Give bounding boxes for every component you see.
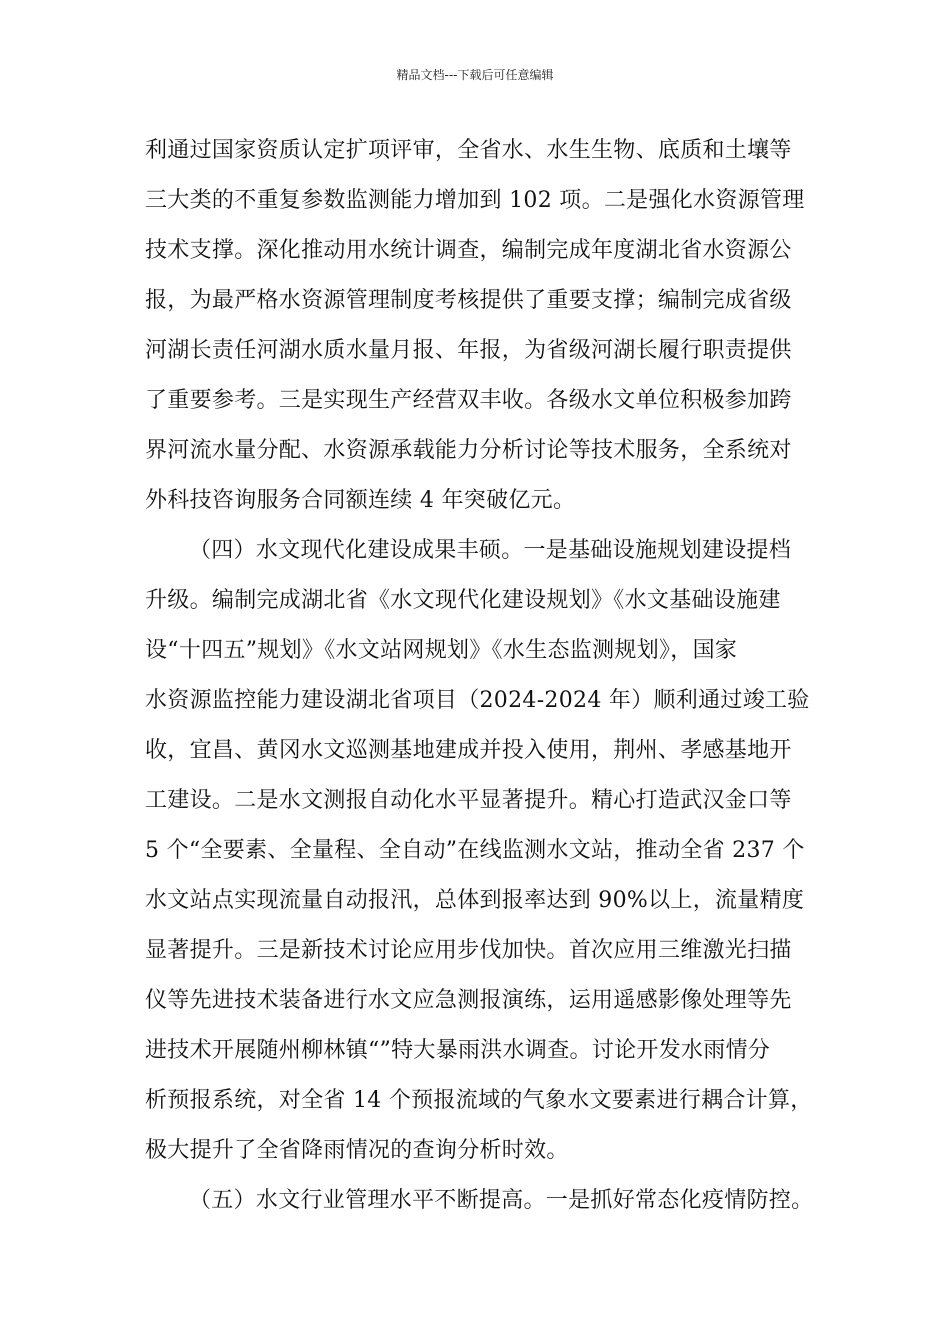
paragraph-1-line: 报，为最严格水资源管理制度考核提供了重要支撑；编制完成省级 bbox=[145, 288, 792, 313]
paragraph-2-line: 进技术开展随州柳林镇“”特大暴雨洪水调查。讨论开发水雨情分 bbox=[145, 1038, 771, 1063]
paragraph-2-line: 仪等先进技术装备进行水文应急测报演练，运用遥感影像处理等先 bbox=[145, 988, 792, 1013]
paragraph-1-line: 技术支撑。深化推动用水统计调查，编制完成年度湖北省水资源公 bbox=[145, 238, 792, 263]
paragraph-2-line: 工建设。二是水文测报自动化水平显著提升。精心打造武汉金口等 bbox=[145, 788, 792, 813]
paragraph-1-line: 界河流水量分配、水资源承载能力分析讨论等技术服务，全系统对 bbox=[145, 438, 792, 463]
paragraph-2-line: 5 个“全要素、全量程、全自动”在线监测水文站，推动全省 237 个 bbox=[145, 838, 805, 863]
paragraph-2-line: 水资源监控能力建设湖北省项目（2024-2024 年）顺利通过竣工验 bbox=[145, 688, 810, 713]
paragraph-2-line: 显著提升。三是新技术讨论应用步伐加快。首次应用三维激光扫描 bbox=[145, 938, 792, 963]
paragraph-1-line: 了重要参考。三是实现生产经营双丰收。各级水文单位积极参加跨 bbox=[145, 388, 792, 413]
paragraph-2-line: 析预报系统，对全省 14 个预报流域的气象水文要素进行耦合计算， bbox=[145, 1088, 813, 1113]
paragraph-2-line: 设“十四五”规划》《水文站网规划》《水生态监测规划》，国家 bbox=[145, 638, 738, 663]
paragraph-1-line: 利通过国家资质认定扩项评审，全省水、水生生物、底质和土壤等 bbox=[145, 138, 792, 163]
paragraph-2-line: 收，宜昌、黄冈水文巡测基地建成并投入使用，荆州、孝感基地开 bbox=[145, 738, 792, 763]
paragraph-2-line: 极大提升了全省降雨情况的查询分析时效。 bbox=[145, 1138, 569, 1163]
paragraph-2-line: 水文站点实现流量自动报汛，总体到报率达到 90%以上，流量精度 bbox=[145, 888, 805, 913]
paragraph-3-line: （五）水文行业管理水平不断提高。一是抓好常态化疫情防控。 bbox=[189, 1188, 814, 1213]
paragraph-2-line: 升级。编制完成湖北省《水文现代化建设规划》《水文基础设施建 bbox=[145, 588, 781, 613]
page-header: 精品文档---下载后可任意编辑 bbox=[396, 68, 554, 82]
paragraph-1-line: 河湖长责任河湖水质水量月报、年报，为省级河湖长履行职责提供 bbox=[145, 338, 792, 363]
paragraph-1-line: 外科技咨询服务合同额连续 4 年突破亿元。 bbox=[145, 488, 576, 513]
paragraph-2-line: （四）水文现代化建设成果丰硕。一是基础设施规划建设提档 bbox=[189, 538, 792, 563]
paragraph-1-line: 三大类的不重复参数监测能力增加到 102 项。二是强化水资源管理 bbox=[145, 188, 805, 213]
